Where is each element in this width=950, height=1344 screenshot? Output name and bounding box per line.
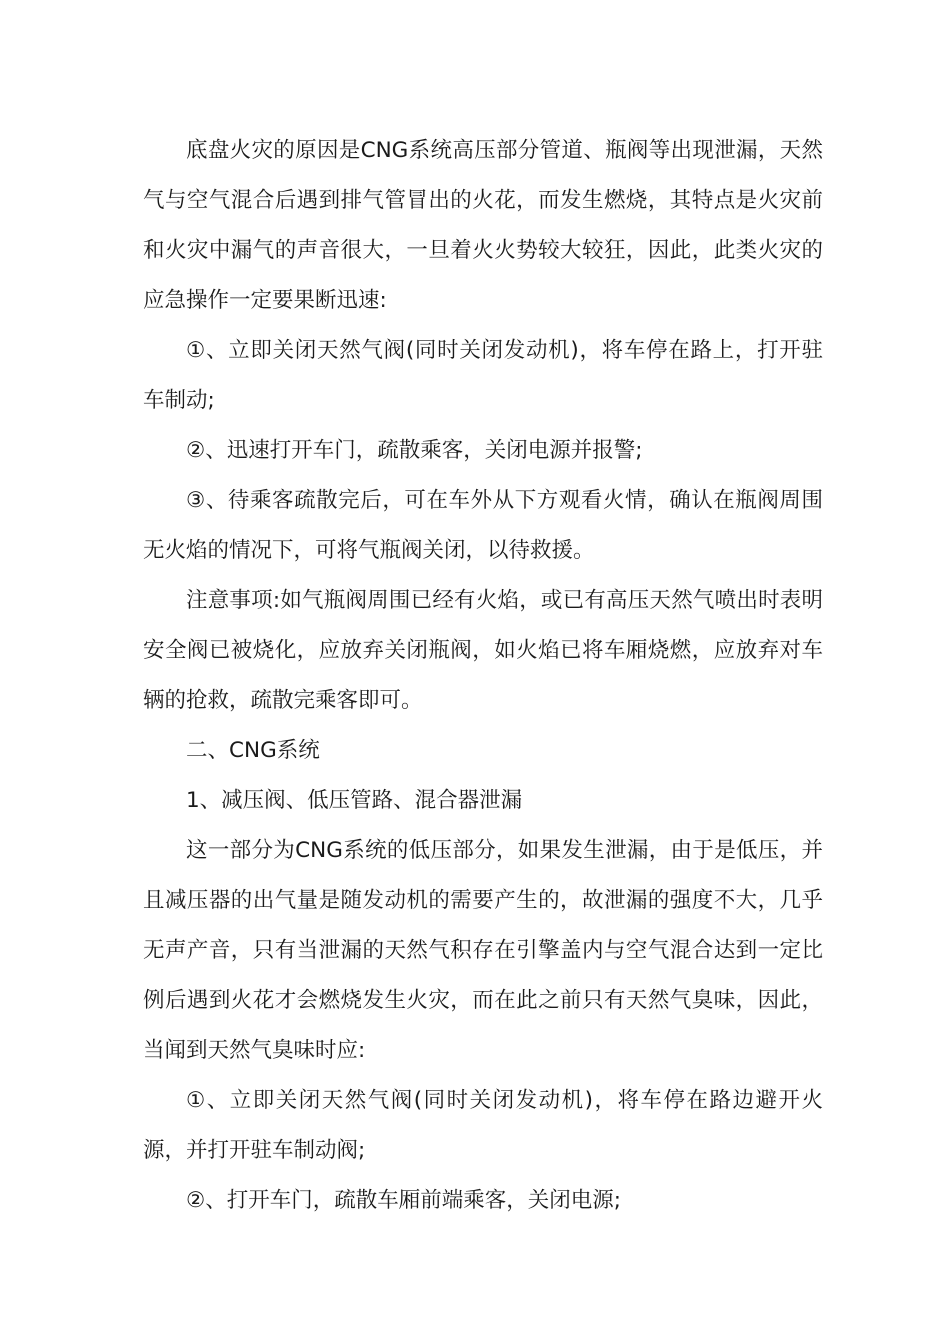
- paragraph-low-pressure-description: 这一部分为CNG系统的低压部分，如果发生泄漏，由于是低压，并且减压器的出气量是随发动机的需要产生的，故泄漏的强度不大，几乎无声产音，只有当泄漏的天然气积存在引擎盖内与空气混合达到一定比例后遇到火花才会燃烧发生火灾，而在此之前只有天然气臭味，因此，当闻到天然气臭味时应:: [143, 838, 823, 1063]
- paragraph-lp-step-1-close-valve: ①、立即关闭天然气阀(同时关闭发动机)，将车停在路边避开火源，并打开驻车制动阀;: [143, 1088, 823, 1163]
- paragraph-step-2-evacuate: ②、迅速打开车门，疏散乘客，关闭电源并报警;: [186, 438, 643, 463]
- paragraph-step-1-close-valve: ①、立即关闭天然气阀(同时关闭发动机)，将车停在路上，打开驻车制动;: [143, 338, 823, 413]
- subsection-heading-low-pressure-leak: 1、减压阀、低压管路、混合器泄漏: [186, 788, 523, 813]
- paragraph-chassis-fire-cause: 底盘火灾的原因是CNG系统高压部分管道、瓶阀等出现泄漏，天然气与空气混合后遇到排气管冒出的火花，而发生燃烧，其特点是火灾前和火灾中漏气的声音很大，一旦着火火势较大较狂，因此，此类火灾的应急操作一定要果断迅速:: [143, 138, 823, 313]
- paragraph-step-3-inspect: ③、待乘客疏散完后，可在车外从下方观看火情，确认在瓶阀周围无火焰的情况下，可将气瓶阀关闭，以待救援。: [143, 488, 823, 563]
- paragraph-lp-step-2-evacuate: ②、打开车门，疏散车厢前端乘客，关闭电源;: [186, 1188, 622, 1213]
- section-heading-cng-system: 二、CNG系统: [186, 738, 320, 763]
- document-body: [143, 126, 823, 1226]
- paragraph-precautions: 注意事项:如气瓶阀周围已经有火焰，或已有高压天然气喷出时表明安全阀已被烧化，应放弃关闭瓶阀，如火焰已将车厢烧燃，应放弃对车辆的抢救，疏散完乘客即可。: [143, 588, 823, 713]
